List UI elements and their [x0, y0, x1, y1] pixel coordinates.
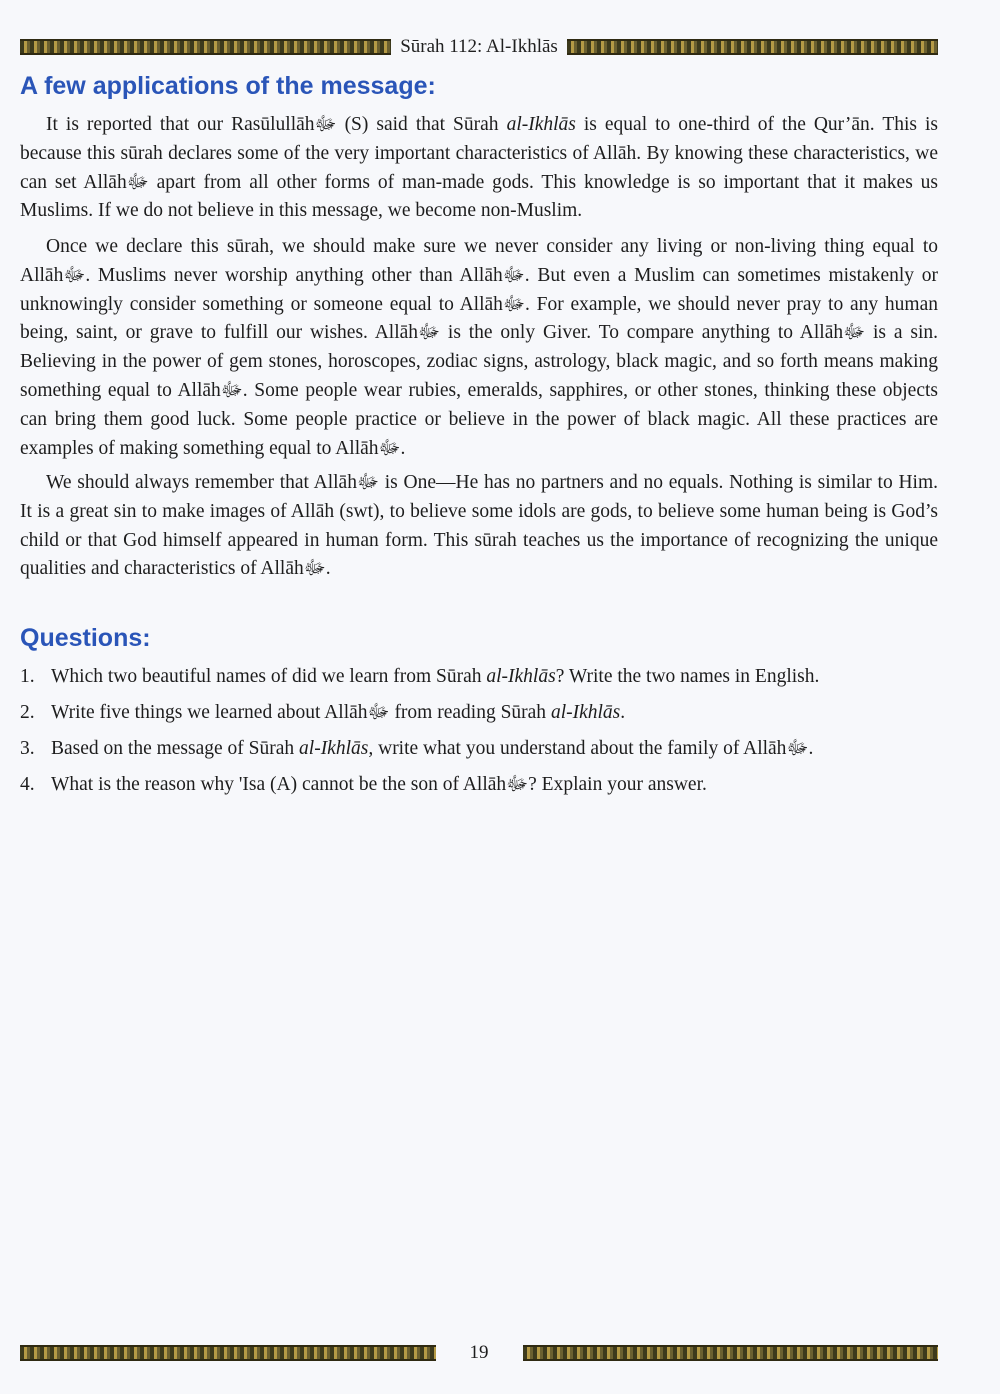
honorific-glyph: ﷻ — [378, 437, 401, 459]
page-number: 19 — [469, 1342, 489, 1363]
paragraph-3: We should always remember that Allāhﷻ is One—He has no partners and no equals. Nothing is similar to Him. It is a great sin to make images of Allāh (swt), to believe some idols are gods, to believe some human being is God’s child or that God himself appeared in human form. This sūrah teaches us the importance of recognizing the unique qualities and characteristics of Allāhﷻ. — [20, 472, 938, 580]
header-ornament-left — [20, 39, 391, 55]
question-item: 1. Which two beautiful names of did we learn from Sūrah al-Ikhlās? Write the two names in English. — [20, 666, 820, 687]
honorific-glyph: ﷻ — [220, 379, 243, 401]
honorific-glyph: ﷻ — [843, 322, 866, 344]
footer-ornament-right — [523, 1345, 939, 1361]
honorific-glyph: ﷻ — [506, 774, 529, 795]
page-header — [20, 36, 938, 58]
honorific-glyph: ﷻ — [418, 322, 441, 344]
honorific-glyph: ﷻ — [367, 702, 390, 723]
honorific-glyph: ﷻ — [502, 293, 525, 315]
question-item: 2. Write five things we learned about Allāhﷻ from reading Sūrah al-Ikhlās. — [20, 702, 626, 723]
honorific-glyph: ﷻ — [314, 114, 337, 135]
page-footer — [20, 1342, 938, 1364]
questions-list — [20, 663, 938, 807]
chapter-title: Sūrah 112: Al-Ikhlās — [400, 36, 558, 57]
honorific-glyph: ﷻ — [502, 264, 525, 286]
honorific-glyph: ﷻ — [63, 264, 86, 286]
footer-ornament-left — [20, 1345, 436, 1361]
header-ornament-right — [567, 39, 938, 55]
honorific-glyph: ﷻ — [356, 472, 379, 493]
paragraph-2: Once we declare this sūrah, we should make sure we never consider any living or non-living thing equal to Allāhﷻ. Muslims never worship anything other than Allāhﷻ. But even a Muslim can sometimes mistakenly or unknowingly consider something or someone equal to Allāhﷻ. For example, we should never pray to any human being, saint, or grave to fulfill our wishes. Allāhﷻ is the only Giver. To compare anything to Allāhﷻ is a sin. Believing in the power of gem stones, horoscopes, zodiac signs, astrology, black magic, and so forth means making something equal to Allāhﷻ. Some people wear rubies, emeralds, sapphires, or other stones, thinking these objects can bring them good luck. Some people practice or believe in the power of black magic. All these practices are examples of making something equal to Allāhﷻ. — [20, 236, 939, 459]
question-item: 3. Based on the message of Sūrah al-Ikhlās, write what you understand about the family of Allāhﷻ. — [20, 738, 814, 759]
honorific-glyph: ﷻ — [303, 558, 326, 580]
section-heading-applications: A few applications of the message: — [20, 72, 436, 100]
question-item: 4. What is the reason why 'Isa (A) cannot be the son of Allāhﷻ? Explain your answer. — [20, 774, 707, 795]
honorific-glyph: ﷻ — [786, 738, 809, 759]
section-heading-questions: Questions: — [20, 624, 151, 652]
honorific-glyph: ﷻ — [126, 171, 149, 193]
paragraph-1: It is reported that our Rasūlullāhﷻ (S) said that Sūrah al-Ikhlās is equal to one-third of the Qur’ān. This is because this sūrah declares some of the very important characteristics of Allāh. By knowing these characteristics, we can set Allāhﷻ apart from all other forms of man-made gods. This knowledge is so important that it makes us Muslims. If we do not believe in this message, we become non-Muslim. — [20, 114, 939, 222]
